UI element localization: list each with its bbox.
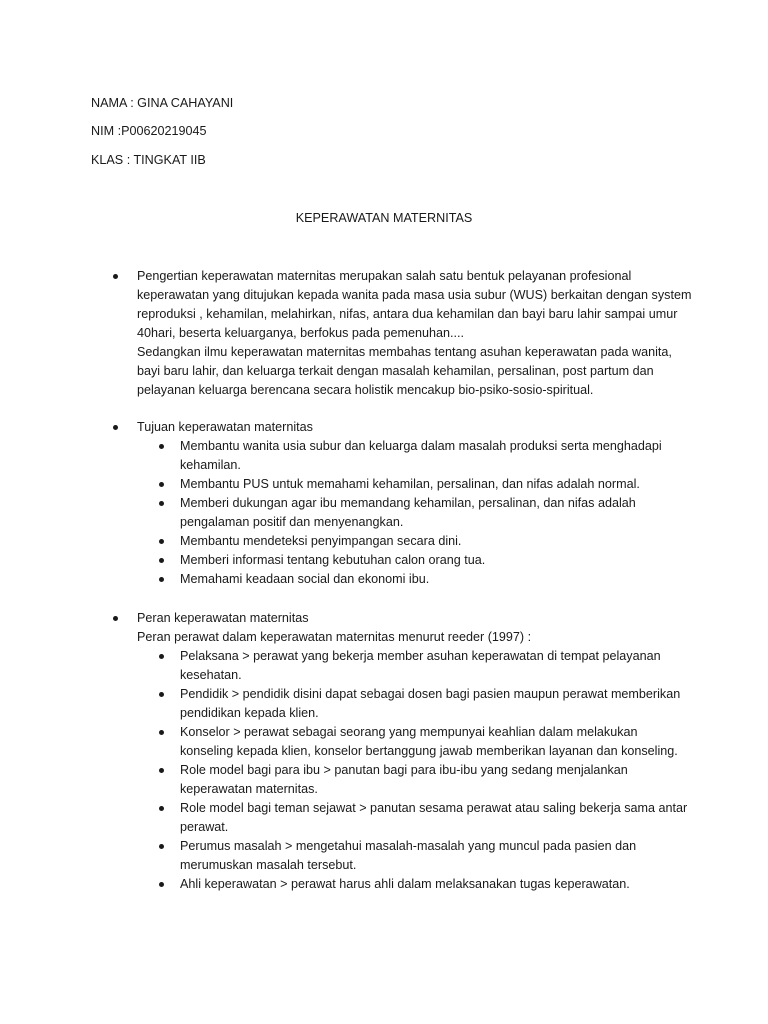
pengertian-paragraph-2: Sedangkan ilmu keperawatan maternitas membahas tentang asuhan keperawatan pada wanita, bayi baru lahir, dan keluarga terkait dengan masalah kehamilan, persalinan, post partum dan pelayanan keluarga berencana secara holistik mencakup bio-psiko-sosio-spiritual. xyxy=(137,345,672,397)
bullet-dot xyxy=(159,768,164,773)
bullet-dot xyxy=(159,844,164,849)
list-item: Konselor > perawat sebagai seorang yang mempunyai keahlian dalam melakukan konseling kepada klien, konselor bertanggung jawab memberikan layanan dan konseling. xyxy=(113,723,693,761)
bullet-dot xyxy=(159,482,164,487)
peran-list xyxy=(113,647,693,894)
list-item: Role model bagi para ibu > panutan bagi para ibu-ibu yang sedang menjalankan keperawatan maternitas. xyxy=(113,761,693,799)
list-item: Pelaksana > perawat yang bekerja member asuhan keperawatan di tempat pelayanan kesehatan. xyxy=(113,647,693,685)
bullet-dot xyxy=(159,806,164,811)
list-item: Role model bagi teman sejawat > panutan sesama perawat atau saling bekerja sama antar perawat. xyxy=(113,799,693,837)
pengertian-paragraph-1: Pengertian keperawatan maternitas merupakan salah satu bentuk pelayanan profesional keperawatan yang ditujukan kepada wanita pada masa usia subur (WUS) berkaitan dengan system reproduksi , kehamilan, melahirkan, nifas, antara dua kehamilan dan bayi baru lahir sampai umur 40hari, beserta keluarganya, berfokus pada pemenuhan.... xyxy=(137,269,692,340)
bullet-dot xyxy=(159,539,164,544)
list-item: Memberi dukungan agar ibu memandang kehamilan, persalinan, dan nifas adalah pengalaman positif dan menyenangkan. xyxy=(113,494,693,532)
bullet-tujuan xyxy=(113,418,693,437)
tujuan-list xyxy=(113,437,693,589)
section-pengertian xyxy=(113,267,693,400)
document-title: KEPERAWATAN MATERNITAS xyxy=(295,211,473,225)
peran-heading: Peran keperawatan maternitas xyxy=(137,611,309,625)
tujuan-heading: Tujuan keperawatan maternitas xyxy=(137,420,313,434)
list-item: Membantu mendeteksi penyimpangan secara dini. xyxy=(113,532,693,551)
bullet-dot xyxy=(159,654,164,659)
section-peran xyxy=(113,609,693,894)
bullet-dot xyxy=(159,577,164,582)
list-item: Memahami keadaan social dan ekonomi ibu. xyxy=(113,570,693,589)
bullet-peran xyxy=(113,609,693,647)
bullet-pengertian xyxy=(113,267,693,400)
peran-subheading: Peran perawat dalam keperawatan maternitas menurut reeder (1997) : xyxy=(137,630,532,644)
student-class: KLAS : TINGKAT IIB xyxy=(91,153,206,167)
bullet-dot xyxy=(159,692,164,697)
student-nim: NIM :P00620219045 xyxy=(91,124,207,138)
bullet-dot xyxy=(159,882,164,887)
bullet-dot xyxy=(113,425,118,430)
student-name: NAMA : GINA CAHAYANI xyxy=(91,96,234,110)
bullet-dot xyxy=(159,730,164,735)
list-item: Pendidik > pendidik disini dapat sebagai dosen bagi pasien maupun perawat memberikan pendidikan kepada klien. xyxy=(113,685,693,723)
list-item: Membantu wanita usia subur dan keluarga dalam masalah produksi serta menghadapi kehamilan. xyxy=(113,437,693,475)
bullet-dot xyxy=(113,274,118,279)
list-item: Ahli keperawatan > perawat harus ahli dalam melaksanakan tugas keperawatan. xyxy=(113,875,693,894)
bullet-dot xyxy=(159,558,164,563)
section-tujuan xyxy=(113,418,693,589)
bullet-dot xyxy=(159,444,164,449)
list-item: Memberi informasi tentang kebutuhan calon orang tua. xyxy=(113,551,693,570)
list-item: Perumus masalah > mengetahui masalah-masalah yang muncul pada pasien dan merumuskan masalah tersebut. xyxy=(113,837,693,875)
bullet-dot xyxy=(113,616,118,621)
bullet-dot xyxy=(159,501,164,506)
list-item: Membantu PUS untuk memahami kehamilan, persalinan, dan nifas adalah normal. xyxy=(113,475,693,494)
